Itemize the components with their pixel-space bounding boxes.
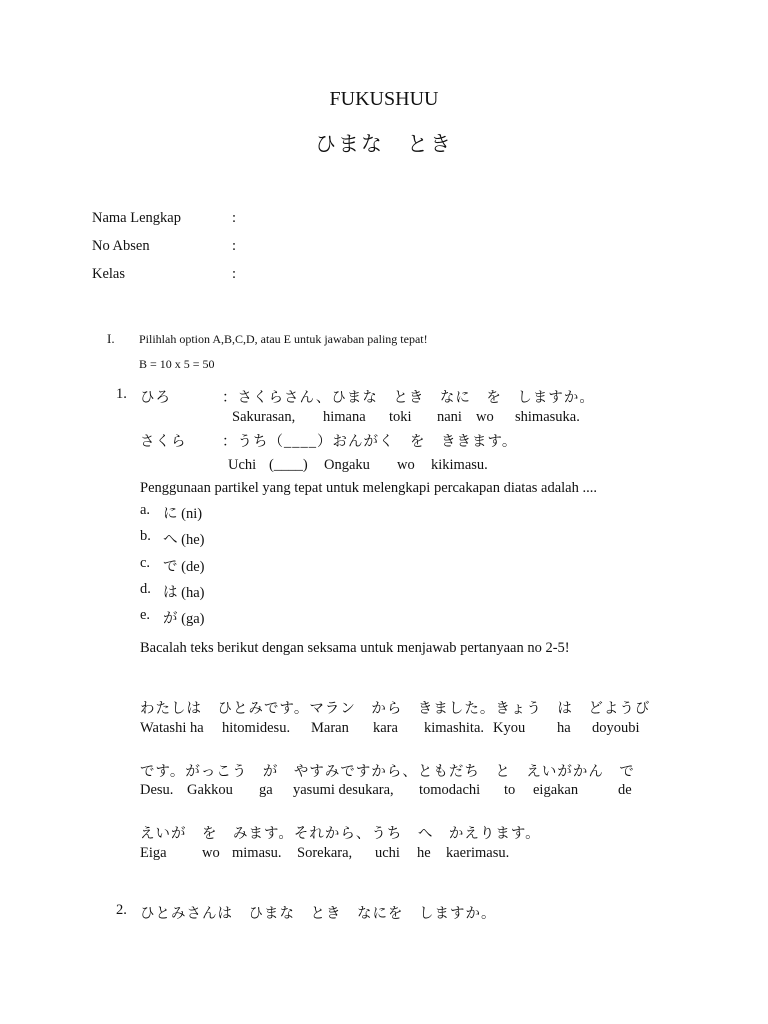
reading-romaji-word: kimashita. bbox=[424, 720, 485, 736]
q1-speaker-hiro: ひろ bbox=[140, 390, 171, 406]
q1-option-c-letter: c. bbox=[140, 555, 151, 571]
q1-line1-romaji-word: shimasuka. bbox=[515, 409, 580, 425]
q1-line1-romaji-word: wo bbox=[476, 409, 494, 425]
q1-option-d-text: は (ha) bbox=[163, 585, 205, 601]
kelas-label: Kelas bbox=[92, 266, 126, 282]
reading-line1-jp: わたしは ひとみです。マラン から きました。きょう は どようび bbox=[140, 701, 651, 717]
reading-romaji-word: ga bbox=[259, 782, 273, 798]
page-subtitle-jp: ひまな とき bbox=[315, 132, 453, 156]
page-title: FUKUSHUU bbox=[329, 88, 439, 110]
q1-line1-jp: ：さくらさん、ひまな とき なに を しますか。 bbox=[222, 390, 595, 406]
q1-number: 1. bbox=[116, 386, 127, 402]
q1-line2-romaji-word: Ongaku bbox=[324, 457, 370, 473]
reading-romaji-word: mimasu. bbox=[232, 845, 282, 861]
reading-romaji-word: tomodachi bbox=[419, 782, 481, 798]
reading-romaji-word: wo bbox=[202, 845, 220, 861]
q1-line2-romaji-word: kikimasu. bbox=[431, 457, 488, 473]
reading-romaji-word: hitomidesu. bbox=[222, 720, 291, 736]
q1-line2-romaji-word: wo bbox=[397, 457, 415, 473]
reading-romaji-word: kaerimasu. bbox=[446, 845, 510, 861]
reading-romaji-word: Kyou bbox=[493, 720, 526, 736]
q1-option-a-letter: a. bbox=[140, 502, 151, 518]
q1-line1-romaji-word: Sakurasan, bbox=[232, 409, 296, 425]
kelas-colon: : bbox=[232, 266, 237, 282]
reading-romaji-word: he bbox=[417, 845, 431, 861]
q1-line1-romaji-word: nani bbox=[437, 409, 462, 425]
q1-option-e-text: が (ga) bbox=[163, 611, 205, 627]
reading-romaji-word: Eiga bbox=[140, 845, 167, 861]
q1-option-b-text: へ (he) bbox=[163, 532, 205, 548]
section-instruction: Pilihlah option A,B,C,D, atau E untuk jawaban paling tepat! bbox=[139, 332, 428, 346]
reading-intro: Bacalah teks berikut dengan seksama untuk menjawab pertanyaan no 2-5! bbox=[140, 640, 570, 656]
reading-romaji-word: de bbox=[618, 782, 632, 798]
q1-option-c-text: で (de) bbox=[163, 559, 205, 575]
q2-number: 2. bbox=[116, 902, 127, 918]
reading-romaji-word: Desu. bbox=[140, 782, 174, 798]
reading-romaji-word: uchi bbox=[375, 845, 400, 861]
reading-romaji-word: Maran bbox=[311, 720, 349, 736]
section-scoring: B = 10 x 5 = 50 bbox=[139, 357, 215, 371]
name-label: Nama Lengkap bbox=[92, 210, 181, 226]
q1-option-e-letter: e. bbox=[140, 607, 151, 623]
q1-question: Penggunaan partikel yang tepat untuk melengkapi percakapan diatas adalah .... bbox=[140, 480, 597, 496]
q1-option-b-letter: b. bbox=[140, 528, 151, 544]
section-roman: I. bbox=[107, 331, 115, 346]
q1-option-d-letter: d. bbox=[140, 581, 151, 597]
reading-romaji-word: doyoubi bbox=[592, 720, 640, 736]
name-colon: : bbox=[232, 210, 237, 226]
reading-line2-jp: です。がっこう が やすみですから、ともだち と えいがかん で bbox=[140, 764, 635, 780]
q2-text: ひとみさんは ひまな とき なにを しますか。 bbox=[140, 906, 497, 922]
absen-label: No Absen bbox=[92, 238, 150, 254]
reading-romaji-word: yasumi desukara, bbox=[293, 782, 394, 798]
reading-romaji-word: Sorekara, bbox=[297, 845, 353, 861]
q1-line2-romaji-word: Uchi bbox=[228, 457, 257, 473]
reading-romaji-word: to bbox=[504, 782, 516, 798]
q1-line1-romaji-word: toki bbox=[389, 409, 412, 425]
absen-colon: : bbox=[232, 238, 237, 254]
reading-romaji-word: kara bbox=[373, 720, 398, 736]
reading-romaji-word: Watashi ha bbox=[140, 720, 204, 736]
q1-speaker-sakura: さくら bbox=[140, 434, 187, 450]
reading-line3-jp: えいが を みます。それから、うち へ かえります。 bbox=[140, 826, 541, 842]
q1-line2-jp: ：うち（____）おんがく を ききます。 bbox=[222, 434, 518, 450]
q1-line1-romaji-word: himana bbox=[323, 409, 366, 425]
q1-option-a-text: に (ni) bbox=[163, 506, 203, 522]
reading-romaji-word: ha bbox=[557, 720, 571, 736]
reading-romaji-word: Gakkou bbox=[187, 782, 233, 798]
reading-romaji-word: eigakan bbox=[533, 782, 579, 798]
q1-line2-romaji-blank: (____) bbox=[269, 457, 308, 473]
